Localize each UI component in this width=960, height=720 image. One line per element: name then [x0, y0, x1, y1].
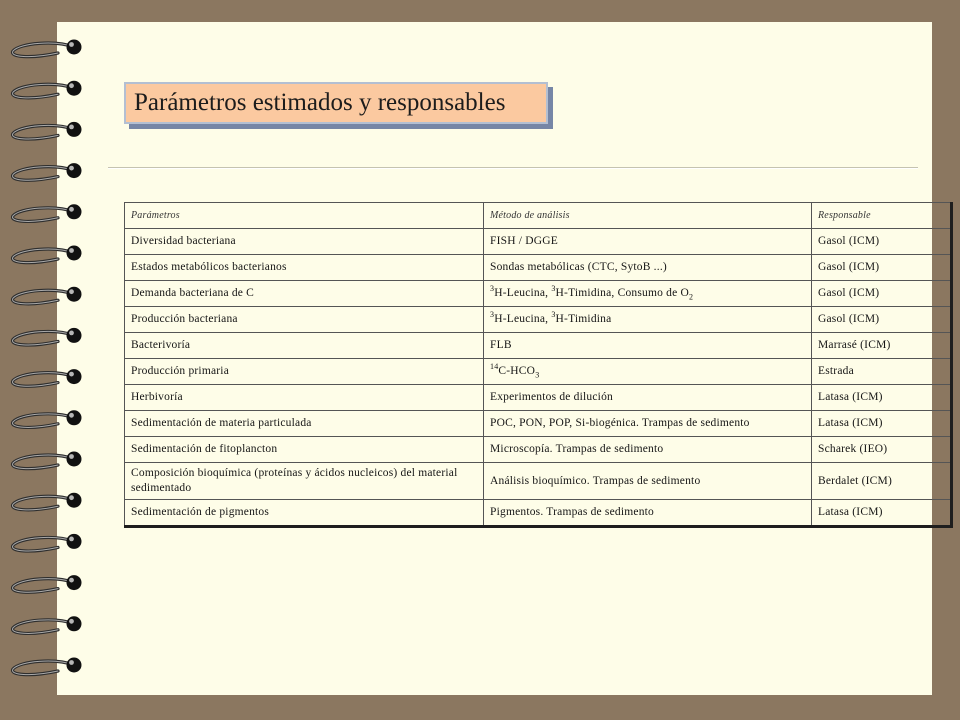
cell-responsible: Gasol (ICM)	[812, 255, 952, 281]
cell-method	[484, 281, 812, 307]
cell-method	[484, 463, 812, 500]
column-header-method: Método de análisis	[484, 203, 812, 229]
superscript: 3	[551, 310, 556, 320]
superscript: 3	[551, 284, 556, 294]
cell-method	[484, 437, 812, 463]
spiral-ring	[13, 534, 82, 551]
table-row	[125, 307, 952, 333]
cell-method	[484, 307, 812, 333]
spiral-ring	[13, 81, 82, 98]
method-text: Microscopía. Trampas de sedimento	[490, 443, 664, 455]
table-row	[125, 359, 952, 385]
cell-responsible: Gasol (ICM)	[812, 307, 952, 333]
cell-method	[484, 255, 812, 281]
cell-parameter: Estados metabólicos bacterianos	[125, 255, 484, 281]
cell-parameter: Bacterivoría	[125, 333, 484, 359]
cell-responsible: Gasol (ICM)	[812, 281, 952, 307]
cell-responsible: Scharek (IEO)	[812, 437, 952, 463]
cell-parameter: Producción primaria	[125, 359, 484, 385]
cell-method	[484, 500, 812, 527]
cell-parameter: Producción bacteriana	[125, 307, 484, 333]
table-row	[125, 463, 952, 500]
cell-parameter: Sedimentación de pigmentos	[125, 500, 484, 527]
method-text: Análisis bioquímico. Trampas de sedimento	[490, 474, 701, 487]
parameters-table	[124, 202, 953, 528]
spiral-ring	[13, 575, 82, 592]
method-text: FLB	[490, 339, 512, 351]
cell-responsible: Marrasé (ICM)	[812, 333, 952, 359]
cell-responsible: Latasa (ICM)	[812, 385, 952, 411]
cell-parameter: Composición bioquímica (proteínas y ácidos nucleicos) del material sedimentado	[125, 463, 484, 500]
subscript: 2	[688, 292, 694, 302]
spiral-ring	[13, 204, 82, 221]
spiral-ring	[13, 287, 82, 304]
cell-parameter: Demanda bacteriana de C	[125, 281, 484, 307]
spiral-ring	[13, 452, 82, 469]
superscript: 3	[490, 310, 495, 320]
subscript: 3	[535, 370, 540, 380]
cell-method	[484, 385, 812, 411]
method-text: C-HCO	[498, 365, 536, 377]
table-row	[125, 229, 952, 255]
cell-responsible: Latasa (ICM)	[812, 500, 952, 527]
spiral-ring	[13, 163, 82, 180]
spiral-ring	[13, 40, 82, 57]
spiral-ring	[13, 328, 82, 345]
superscript: 3	[490, 284, 495, 294]
table-row	[125, 437, 952, 463]
spiral-ring	[13, 122, 82, 139]
cell-method	[484, 359, 812, 385]
cell-responsible: Gasol (ICM)	[812, 229, 952, 255]
table-row	[125, 281, 952, 307]
table-row	[125, 411, 952, 437]
table-row	[125, 385, 952, 411]
method-text: H-Leucina,	[494, 287, 552, 299]
method-text: Sondas metabólicas (CTC, SytoB ...)	[490, 261, 667, 273]
method-text: H-Leucina,	[494, 313, 552, 325]
spiral-ring	[13, 493, 82, 510]
cell-parameter: Herbivoría	[125, 385, 484, 411]
column-header-parameter: Parámetros	[125, 203, 484, 229]
cell-parameter: Sedimentación de fitoplancton	[125, 437, 484, 463]
method-text: H-Timidina	[555, 313, 612, 325]
method-text: POC, PON, POP, Si-biogénica. Trampas de sedimento	[490, 417, 750, 429]
table-row	[125, 333, 952, 359]
spiral-binding	[0, 0, 100, 720]
cell-method	[484, 229, 812, 255]
column-header-responsible: Responsable	[812, 203, 952, 229]
cell-method	[484, 411, 812, 437]
method-text: Pigmentos. Trampas de sedimento	[490, 506, 655, 518]
spiral-ring	[13, 616, 82, 633]
superscript: 14	[490, 362, 499, 372]
spiral-ring	[13, 246, 82, 263]
spiral-ring	[13, 369, 82, 386]
spiral-ring	[13, 410, 82, 427]
title-divider	[108, 167, 918, 169]
table-header-row	[125, 203, 952, 229]
method-text: Experimentos de dilución	[490, 391, 613, 403]
method-text: FISH / DGGE	[490, 235, 559, 247]
spiral-ring	[13, 658, 82, 675]
table-head	[125, 203, 952, 229]
table-row	[125, 255, 952, 281]
cell-responsible: Latasa (ICM)	[812, 411, 952, 437]
cell-parameter: Sedimentación de materia particulada	[125, 411, 484, 437]
cell-parameter: Diversidad bacteriana	[125, 229, 484, 255]
cell-method	[484, 333, 812, 359]
slide-title: Parámetros estimados y responsables	[124, 82, 548, 124]
table-body	[125, 229, 952, 527]
table-row	[125, 500, 952, 527]
cell-responsible: Berdalet (ICM)	[812, 463, 952, 500]
cell-responsible: Estrada	[812, 359, 952, 385]
method-text: H-Timidina, Consumo de O	[555, 287, 689, 299]
